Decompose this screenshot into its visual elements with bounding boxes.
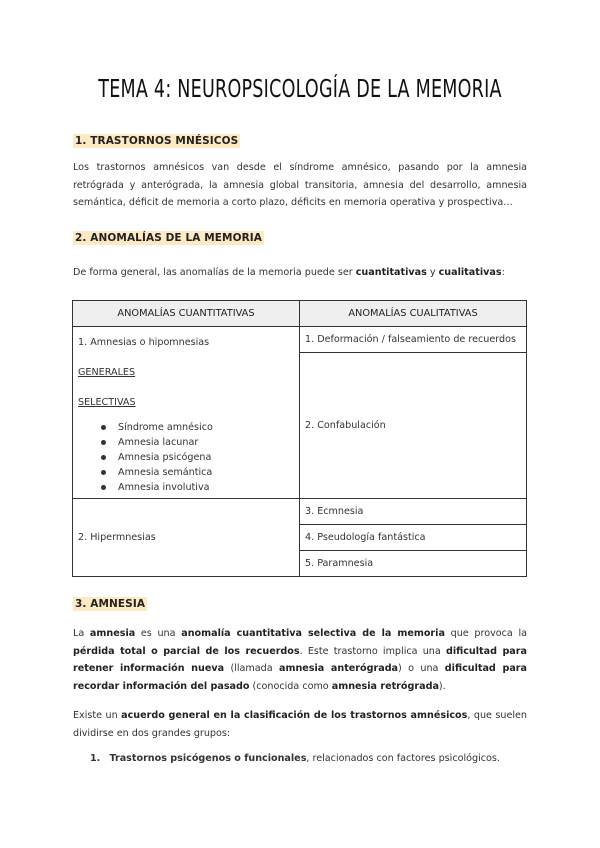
table-header-cualitativas: ANOMALÍAS CUALITATIVAS — [300, 301, 527, 327]
table-item-amnesias: 1. Amnesias o hipomnesias — [78, 337, 210, 348]
list-item: Amnesia lacunar — [78, 435, 294, 450]
section-paragraph-amnesia-definition: La amnesia es una anomalía cuantitativa selectiva de la memoria que provoca la pérdida total o parcial de los recuerdos. Este trastorno implica una dificultad para retener información nueva (llamada amnesia anterógrada) o una dificultad para recordar información del pasado (conocida como amnesia retrógrada). — [73, 628, 527, 692]
table-cell-confabulacion: 2. Confabulación — [300, 353, 527, 499]
page-title: TEMA 4: NEUROPSICOLOGÍA DE LA MEMORIA — [98, 74, 502, 103]
table-item-selectivas: SELECTIVAS — [78, 397, 136, 408]
bullet-icon — [101, 470, 106, 475]
bullet-list — [78, 420, 294, 495]
anomalies-table — [72, 300, 527, 577]
list-item: Amnesia involutiva — [78, 480, 294, 495]
bullet-icon — [101, 485, 106, 490]
table-cell-amnesias — [73, 327, 300, 499]
table-cell-deformacion: 1. Deformación / falseamiento de recuerdos — [300, 327, 527, 353]
table-cell-hipermnesias: 2. Hipermnesias — [73, 499, 300, 577]
section-paragraph-amnesia-classification: Existe un acuerdo general en la clasificación de los trastornos amnésicos, que suelen dividirse en dos grandes grupos: — [73, 710, 527, 739]
bullet-icon — [101, 455, 106, 460]
section-paragraph-trastornos: Los trastornos amnésicos van desde el síndrome amnésico, pasando por la amnesia retrógrada y anterógrada, la amnesia global transitoria, amnesia del desarrollo, amnesia semántica, déficit de memoria a corto plazo, déficits en memoria operativa y prospectiva… — [73, 162, 527, 208]
section-heading-trastornos: 1. TRASTORNOS MNÉSICOS — [75, 135, 239, 147]
bullet-icon — [101, 440, 106, 445]
list-item: Síndrome amnésico — [78, 420, 294, 435]
table-cell-paramnesia: 5. Paramnesia — [300, 551, 527, 577]
list-item: Amnesia psicógena — [78, 450, 294, 465]
table-header-cuantitativas: ANOMALÍAS CUANTITATIVAS — [73, 301, 300, 327]
section-heading-anomalias: 2. ANOMALÍAS DE LA MEMORIA — [75, 232, 263, 244]
table-cell-ecmnesia: 3. Ecmnesia — [300, 499, 527, 525]
list-item: 1. Trastornos psicógenos o funcionales, relacionados con factores psicológicos. — [90, 753, 500, 764]
bullet-icon — [101, 425, 106, 430]
section-paragraph-anomalias: De forma general, las anomalías de la memoria puede ser cuantitativas y cualitativas: — [73, 267, 505, 278]
list-item: Amnesia semántica — [78, 465, 294, 480]
section-heading-amnesia: 3. AMNESIA — [75, 598, 146, 610]
table-cell-pseudologia: 4. Pseudología fantástica — [300, 525, 527, 551]
table-item-generales: GENERALES — [78, 367, 136, 378]
